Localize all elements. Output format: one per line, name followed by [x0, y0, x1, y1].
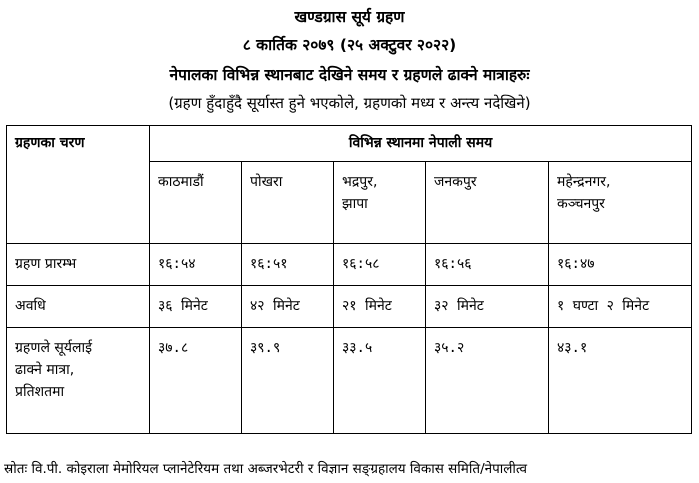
cell-value: १६:५१ [242, 244, 334, 286]
row-label-coverage: ग्रहणले सूर्यलाई ढाक्ने मात्रा, प्रतिशतमा [7, 328, 150, 434]
event-date: ८ कार्तिक २०७९ (२५ अक्टुवर २०२२) [242, 36, 457, 54]
cell-value: १ घण्टा २ मिनेट [549, 286, 692, 328]
locations-group-header: विभिन्न स्थानमा नेपाली समय [150, 126, 692, 162]
cell-value: ३३.५ [334, 328, 426, 434]
row-label-duration: अवधि [7, 286, 150, 328]
table-row [7, 244, 692, 286]
cell-value: ३६ मिनेट [150, 286, 242, 328]
cell-value: ३२ मिनेट [426, 286, 549, 328]
eclipse-times-table [6, 125, 692, 434]
cell-value: ३७.८ [150, 328, 242, 434]
row-label-start: ग्रहण प्रारम्भ [7, 244, 150, 286]
table-header-row [7, 126, 692, 162]
cell-value: २१ मिनेट [334, 286, 426, 328]
location-janakpur: जनकपुर [426, 162, 549, 244]
cell-value: १६:५४ [150, 244, 242, 286]
source-credit: स्रोतः वि.पी. कोइराला मेमोरियल प्लानेटेरियम तथा अब्जरभेटरी र विज्ञान सङ्ग्रहालय विकास समिति/नेपालीत्व [4, 461, 528, 477]
cell-value: ४३.१ [549, 328, 692, 434]
table-row [7, 286, 692, 328]
location-pokhara: पोखरा [242, 162, 334, 244]
cell-value: ४२ मिनेट [242, 286, 334, 328]
cell-value: १६:५८ [334, 244, 426, 286]
cell-value: ३५.२ [426, 328, 549, 434]
table-row [7, 328, 692, 434]
cell-value: १६:५६ [426, 244, 549, 286]
location-kathmandu: काठमाडौं [150, 162, 242, 244]
location-mahendranagar: महेन्द्रनगर, कञ्चनपुर [549, 162, 692, 244]
cell-value: ३९.९ [242, 328, 334, 434]
page-title: खण्डग्रास सूर्य ग्रहण [294, 8, 405, 26]
table-subtitle: नेपालका विभिन्न स्थानबाट देखिने समय र ग्रहणले ढाक्ने मात्राहरुः [169, 66, 530, 84]
phase-header: ग्रहणका चरण [7, 126, 150, 244]
cell-value: १६:४७ [549, 244, 692, 286]
location-bhadrapur: भद्रपुर, झापा [334, 162, 426, 244]
visibility-note: (ग्रहण हुँदाहुँदै सूर्यास्त हुने भएकोले, ग्रहणको मध्य र अन्त्य नदेखिने) [168, 94, 531, 112]
